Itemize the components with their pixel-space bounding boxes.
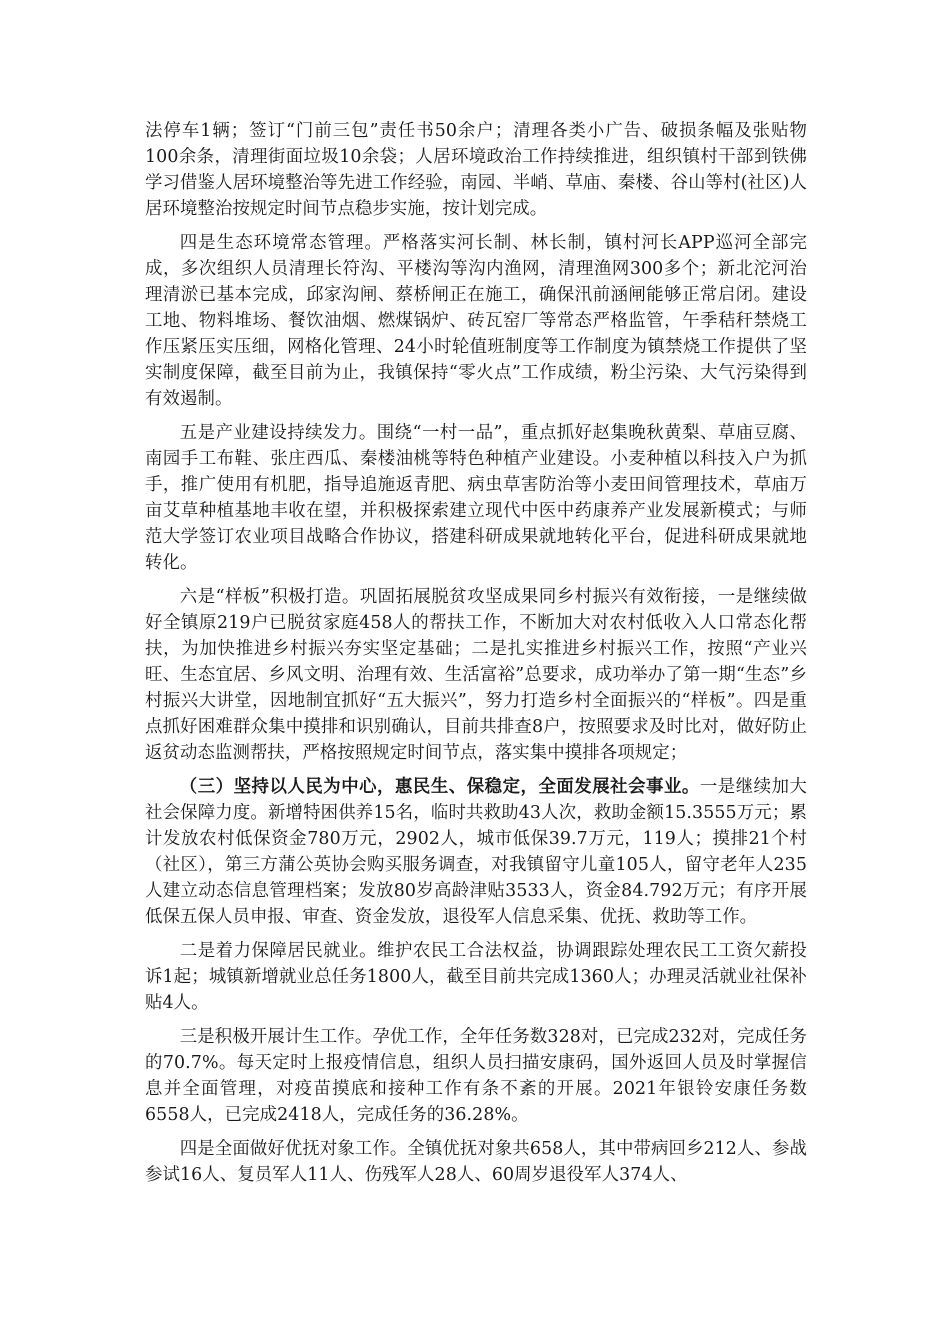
paragraph-veterans — [145, 1136, 807, 1188]
paragraph-text: 五是产业建设持续发力。围绕“一村一品”，重点抓好赵集晚秋黄梨、草庙豆腐、南园手工布鞋、张庄西瓜、秦楼油桃等特色种植产业建设。小麦种植以科技入户为抓手，推广使用有机肥，指导追施返青肥、病虫草害防治等小麦田间管理技术，草庙万亩艾草种植基地丰收在望，并积极探索建立现代中医中药康养产业发展新模式；与师范大学签订农业项目战略合作协议，搭建科研成果就地转化平台，促进科研成果就地转化。 — [145, 423, 807, 573]
paragraph-model — [145, 584, 807, 766]
document-page — [145, 118, 807, 1196]
paragraph-text: 一是继续加大社会保障力度。新增特困供养15名，临时共救助43人次，救助金额15.3555万元；累计发放农村低保资金780万元，2902人，城市低保39.7万元，119人；摸排21个村（社区），第三方蒲公英协会购买服务调查，对我镇留守儿童105人，留守老年人235人建立动态信息管理档案；发放80岁高龄津贴3533人，资金84.792万元；有序开展低保五保人员申报、审查、资金发放，退役军人信息采集、优抚、救助等工作。 — [145, 777, 807, 927]
paragraph-ecology — [145, 230, 807, 412]
paragraph-family-planning — [145, 1024, 807, 1128]
paragraph-text: 四是全面做好优抚对象工作。全镇优抚对象共658人，其中带病回乡212人、参战参试16人、复员军人11人、伤残军人28人、60周岁退役军人374人、 — [145, 1139, 807, 1185]
paragraph-continued — [145, 118, 807, 222]
paragraph-text: 三是积极开展计生工作。孕优工作，全年任务数328对，已完成232对，完成任务的70.7%。每天定时上报疫情信息，组织人员扫描安康码，国外返回人员及时掌握信息并全面管理，对疫苗摸底和接种工作有条不紊的开展。2021年银铃安康任务数6558人，已完成2418人，完成任务的36.28%。 — [145, 1027, 807, 1125]
paragraph-text: 四是生态环境常态管理。严格落实河长制、林长制，镇村河长APP巡河全部完成，多次组织人员清理长符沟、平楼沟等沟内渔网，清理渔网300多个；新北沱河治理清淤已基本完成，邱家沟闸、蔡桥闸正在施工，确保汛前涵闸能够正常启闭。建设工地、物料堆场、餐饮油烟、燃煤锅炉、砖瓦窑厂等常态严格监管，午季秸秆禁烧工作压紧压实压细，网格化管理、24小时轮值班制度等工作制度为镇禁烧工作提供了坚实制度保障，截至目前为止，我镇保持“零火点”工作成绩，粉尘污染、大气污染得到有效遏制。 — [145, 233, 807, 409]
paragraph-text: 六是“样板”积极打造。巩固拓展脱贫攻坚成果同乡村振兴有效衔接，一是继续做好全镇原219户已脱贫家庭458人的帮扶工作，不断加大对农村低收入人口常态化帮扶，为加快推进乡村振兴夯实坚定基础；二是扎实推进乡村振兴工作，按照“产业兴旺、生态宜居、乡风文明、治理有效、生活富裕”总要求，成功举办了第一期“生态”乡村振兴大讲堂，因地制宜抓好“五大振兴”，努力打造乡村全面振兴的“样板”。四是重点抓好困难群众集中摸排和识别确认，目前共排查8户，按照要求及时比对，做好防止返贫动态监测帮扶，严格按照规定时间节点，落实集中摸排各项规定； — [145, 587, 807, 763]
paragraph-social — [145, 774, 807, 930]
paragraph-employment — [145, 938, 807, 1016]
section-heading: （三）坚持以人民为中心，惠民生、保稳定，全面发展社会事业。 — [179, 777, 700, 797]
paragraph-text: 二是着力保障居民就业。维护农民工合法权益，协调跟踪处理农民工工资欠薪投诉1起；城镇新增就业总任务1800人，截至目前共完成1360人；办理灵活就业社保补贴4人。 — [145, 941, 807, 1013]
paragraph-text: 法停车1辆；签订“门前三包”责任书50余户；清理各类小广告、破损条幅及张贴物100余条，清理街面垃圾10余袋；人居环境政治工作持续推进，组织镇村干部到铁佛学习借鉴人居环境整治等先进工作经验，南园、半峭、草庙、秦楼、谷山等村(社区)人居环境整治按规定时间节点稳步实施，按计划完成。 — [145, 121, 807, 219]
paragraph-industry — [145, 420, 807, 576]
